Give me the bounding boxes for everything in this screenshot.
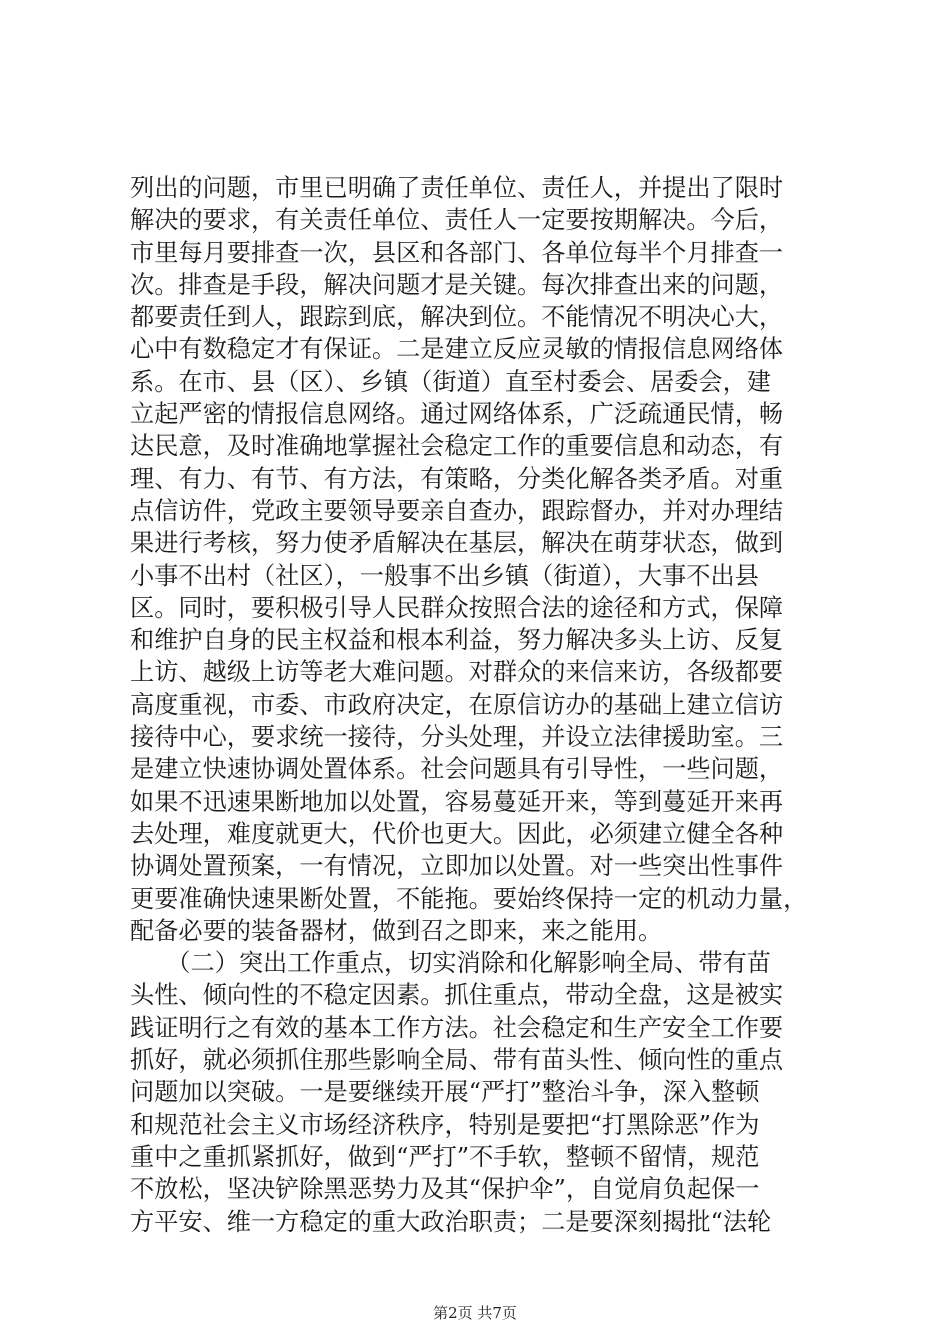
text-line: 是建立快速协调处置体系。社会问题具有引导性，一些问题， — [130, 755, 784, 784]
text-line: 心中有数稳定才有保证。二是建立反应灵敏的情报信息网络体 — [130, 335, 784, 364]
text-line: 头性、倾向性的不稳定因素。抓住重点，带动全盘，这是被实 — [130, 981, 784, 1010]
text-line: 抓好，就必须抓住那些影响全局、带有苗头性、倾向性的重点 — [130, 1046, 784, 1075]
text-line: 市里每月要排查一次，县区和各部门、各单位每半个月排查一 — [130, 238, 784, 267]
text-line: 问题加以突破。一是要继续开展“严打”整治斗争，深入整顿 — [130, 1078, 760, 1107]
text-line: 方平安、维一方稳定的重大政治职责；二是要深刻揭批“法轮 — [130, 1207, 772, 1236]
text-line: 点信访件，党政主要领导要亲自查办，跟踪督办，并对办理结 — [130, 496, 784, 525]
text-line: 更要准确快速果断处置，不能拖。要始终保持一定的机动力量， — [130, 884, 808, 913]
text-line: 列出的问题，市里已明确了责任单位、责任人，并提出了限时 — [130, 174, 784, 202]
text-line: 立起严密的情报信息网络。通过网络体系，广泛疏通民情，畅 — [130, 400, 784, 429]
text-line: 上访、越级上访等老大难问题。对群众的来信来访，各级都要 — [130, 658, 784, 687]
text-line: 和维护自身的民主权益和根本利益，努力解决多头上访、反复 — [130, 626, 784, 655]
text-line: 小事不出村（社区），一般事不出乡镇（街道），大事不出县 — [130, 561, 759, 590]
text-line: 解决的要求，有关责任单位、责任人一定要按期解决。今后， — [130, 206, 784, 235]
text-line: 次。排查是手段，解决问题才是关键。每次排查出来的问题， — [130, 270, 784, 299]
text-line: 配备必要的装备器材，做到召之即来，来之能用。 — [130, 916, 663, 945]
text-line: 接待中心，要求统一接待，分头处理，并设立法律援助室。三 — [130, 723, 784, 752]
text-line: 不放松，坚决铲除黑恶势力及其“保护伞”，自觉肩负起保一 — [130, 1175, 760, 1204]
page-footer — [0, 1302, 950, 1323]
text-line: 去处理，难度就更大，代价也更大。因此，必须建立健全各种 — [130, 819, 784, 848]
text-line: 和规范社会主义市场经济秩序，特别是要把“打黑除恶”作为 — [130, 1110, 760, 1139]
text-line: 如果不迅速果断地加以处置，容易蔓延开来，等到蔓延开来再 — [130, 787, 784, 816]
paragraph-start-line: （二）突出工作重点，切实消除和化解影响全局、带有苗 — [130, 949, 771, 978]
text-line: 系。在市、县（区）、乡镇（街道）直至村委会、居委会，建 — [130, 367, 771, 396]
text-line: 协调处置预案，一有情况，立即加以处置。对一些突出性事件 — [130, 852, 784, 881]
text-line: 都要责任到人，跟踪到底，解决到位。不能情况不明决心大， — [130, 303, 784, 332]
body-text — [130, 172, 830, 1238]
text-line: 重中之重抓紧抓好，做到“严打”不手软，整顿不留情，规范 — [130, 1142, 760, 1171]
text-line: 区。同时，要积极引导人民群众按照合法的途径和方式，保障 — [130, 593, 784, 622]
text-line: 理、有力、有节、有方法，有策略，分类化解各类矛盾。对重 — [130, 464, 784, 493]
text-line: 达民意，及时准确地掌握社会稳定工作的重要信息和动态，有 — [130, 432, 784, 461]
text-line: 高度重视，市委、市政府决定，在原信访办的基础上建立信访 — [130, 690, 784, 719]
text-line: 践证明行之有效的基本工作方法。社会稳定和生产安全工作要 — [130, 1013, 784, 1042]
text-line: 果进行考核，努力使矛盾解决在基层，解决在萌芽状态，做到 — [130, 529, 784, 558]
page-number-label: 第2页 共7页 — [433, 1304, 517, 1322]
